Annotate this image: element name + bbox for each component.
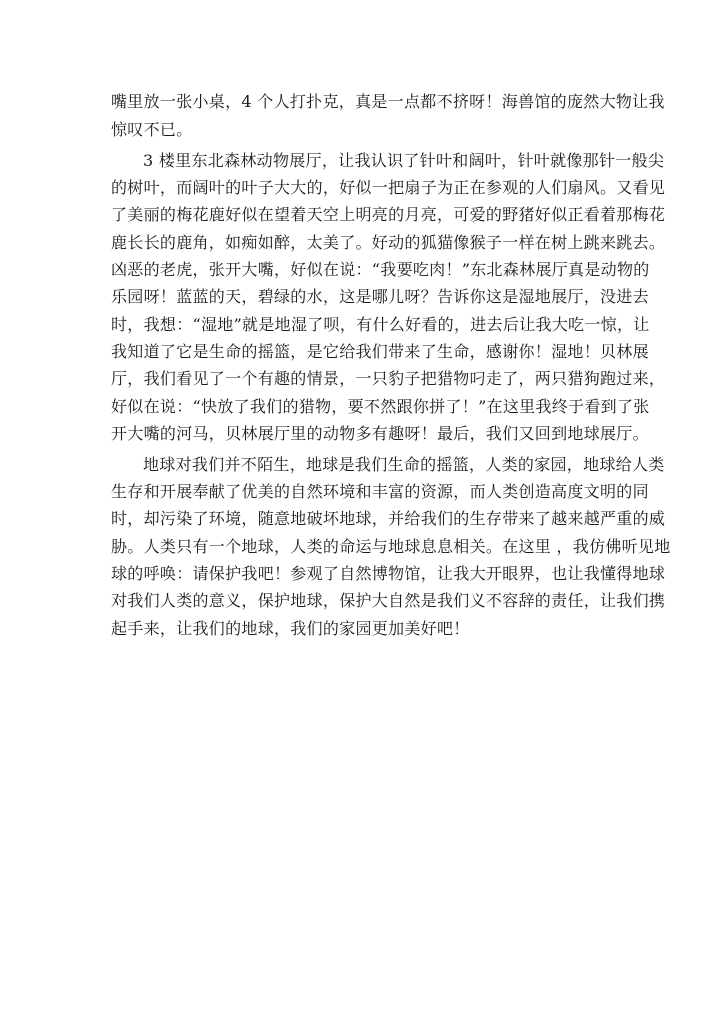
- text-line: 了美丽的梅花鹿好似在望着天空上明亮的月亮，可爱的野猪好似正看着那梅花: [111, 205, 666, 224]
- text-line: 凶恶的老虎，张开大嘴，好似在说：“我要吃肉！”东北森林展厅真是动物的: [111, 260, 650, 279]
- text-line: 时，我想：“湿地”就是地湿了呗，有什么好看的，进去后让我大吃一惊，让: [111, 315, 650, 334]
- text-line: 嘴里放一张小桌，4 个人打扑克，真是一点都不挤呀！海兽馆的庞然大物让我: [111, 92, 665, 111]
- text-line: 开大嘴的河马，贝林展厅里的动物多有趣呀！最后，我们又回到地球展厅。: [111, 424, 649, 443]
- text-line: 地球对我们并不陌生，地球是我们生命的摇篮，人类的家园，地球给人类: [143, 455, 665, 474]
- text-line: 我知道了它是生命的摇篮，是它给我们带来了生命，感谢你！湿地！贝林展: [111, 342, 649, 361]
- text-line: 对我们人类的意义，保护地球，保护大自然是我们义不容辞的责任，让我们携: [111, 591, 666, 610]
- text-line: 乐园呀！蓝蓝的天，碧绿的水，这是哪儿呀？告诉你这是湿地展厅，没进去: [111, 287, 649, 306]
- text-line: 厅，我们看见了一个有趣的情景，一只豹子把猎物叼走了，两只猎狗跑过来，: [111, 369, 666, 388]
- text-line: 时，却污染了环境，随意地破坏地球，并给我们的生存带来了越来越严重的威: [111, 509, 666, 528]
- text-line: 起手来，让我们的地球，我们的家园更加美好吧！: [111, 619, 470, 638]
- text-line: 生存和开展奉献了优美的自然环境和丰富的资源，而人类创造高度文明的同: [111, 482, 649, 501]
- text-line: 鹿长长的鹿角，如痴如醉，太美了。好动的狐猫像猴子一样在树上跳来跳去。: [111, 233, 666, 252]
- text-line: 球的呼唤：请保护我吧！参观了自然博物馆，让我大开眼界，也让我懂得地球: [111, 564, 666, 583]
- text-line: 惊叹不已。: [111, 120, 193, 139]
- text-line: 胁。人类只有一个地球，人类的命运与地球息息相关。在这里 ，我仿佛听见地: [111, 537, 671, 556]
- text-line: 的树叶，而阔叶的叶子大大的，好似一把扇子为正在参观的人们扇风。又看见: [111, 178, 666, 197]
- text-line: 3 楼里东北森林动物展厅，让我认识了针叶和阔叶，针叶就像那针一般尖: [143, 151, 665, 170]
- text-line: 好似在说：“快放了我们的猎物，要不然跟你拼了！”在这里我终于看到了张: [111, 397, 650, 416]
